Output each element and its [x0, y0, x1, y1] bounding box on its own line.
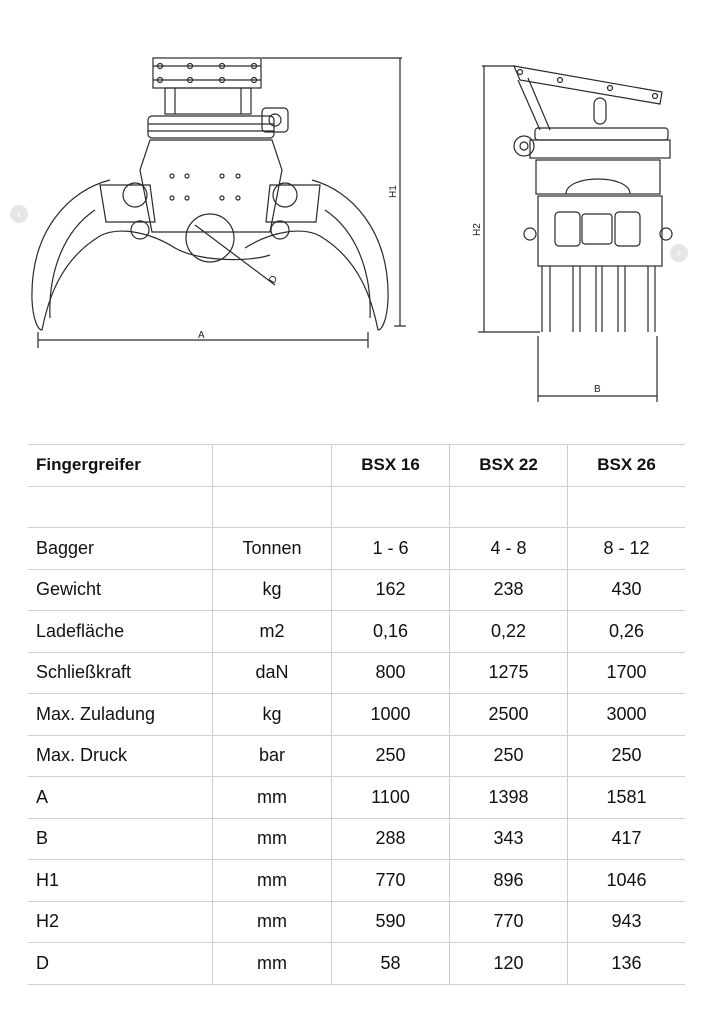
table-header-row	[28, 445, 685, 487]
table-row	[28, 943, 685, 985]
row-unit: mm	[213, 860, 332, 902]
row-unit: mm	[213, 818, 332, 860]
row-label: D	[28, 943, 213, 985]
row-label: Max. Zuladung	[28, 694, 213, 736]
value-bsx26: 250	[568, 735, 686, 777]
value-bsx22: 343	[450, 818, 568, 860]
next-image-button[interactable]	[670, 244, 688, 262]
previous-image-button[interactable]	[10, 205, 28, 223]
row-unit	[213, 486, 332, 528]
row-label: Max. Druck	[28, 735, 213, 777]
chevron-left-icon: ‹	[16, 207, 22, 221]
front-view-drawing	[32, 58, 406, 348]
value-bsx22: 896	[450, 860, 568, 902]
side-view-drawing	[478, 66, 672, 402]
row-label: Schließkraft	[28, 652, 213, 694]
specifications-table	[28, 444, 685, 985]
value-bsx26: 1581	[568, 777, 686, 819]
value-bsx26: 943	[568, 901, 686, 943]
row-unit: mm	[213, 777, 332, 819]
row-label: Bagger	[28, 528, 213, 570]
table-row	[28, 735, 685, 777]
table-row	[28, 694, 685, 736]
row-label	[28, 486, 213, 528]
row-unit: daN	[213, 652, 332, 694]
header-cell-unit	[213, 445, 332, 487]
value-bsx26: 136	[568, 943, 686, 985]
value-bsx22: 2500	[450, 694, 568, 736]
dimension-label-d: D	[267, 273, 281, 286]
value-bsx26: 0,26	[568, 611, 686, 653]
value-bsx16: 288	[332, 818, 450, 860]
chevron-right-icon: ›	[676, 246, 682, 260]
value-bsx16: 800	[332, 652, 450, 694]
row-label: Ladefläche	[28, 611, 213, 653]
table-row	[28, 611, 685, 653]
value-bsx16: 1 - 6	[332, 528, 450, 570]
value-bsx16: 0,16	[332, 611, 450, 653]
value-bsx22: 4 - 8	[450, 528, 568, 570]
technical-drawing	[0, 0, 722, 420]
table-row	[28, 901, 685, 943]
table-row	[28, 486, 685, 528]
value-bsx26: 1700	[568, 652, 686, 694]
dimension-label-h1: H1	[388, 185, 399, 198]
dimension-label-b: B	[594, 384, 601, 395]
row-unit: mm	[213, 901, 332, 943]
value-bsx16: 1000	[332, 694, 450, 736]
value-bsx26: 430	[568, 569, 686, 611]
value-bsx22: 1398	[450, 777, 568, 819]
header-cell-bsx16: BSX 16	[332, 445, 450, 487]
value-bsx26: 3000	[568, 694, 686, 736]
table-row	[28, 777, 685, 819]
dimension-label-h2: H2	[472, 223, 483, 236]
value-bsx26: 1046	[568, 860, 686, 902]
table-row	[28, 528, 685, 570]
table-row	[28, 652, 685, 694]
row-label: B	[28, 818, 213, 860]
value-bsx26	[568, 486, 686, 528]
row-label: Gewicht	[28, 569, 213, 611]
value-bsx22: 0,22	[450, 611, 568, 653]
value-bsx22	[450, 486, 568, 528]
value-bsx26: 8 - 12	[568, 528, 686, 570]
value-bsx16: 162	[332, 569, 450, 611]
header-cell-bsx26: BSX 26	[568, 445, 686, 487]
row-label: H1	[28, 860, 213, 902]
row-unit: kg	[213, 694, 332, 736]
row-unit: m2	[213, 611, 332, 653]
value-bsx26: 417	[568, 818, 686, 860]
header-cell-product: Fingergreifer	[28, 445, 213, 487]
row-unit: kg	[213, 569, 332, 611]
row-unit: mm	[213, 943, 332, 985]
header-cell-bsx22: BSX 22	[450, 445, 568, 487]
value-bsx22: 770	[450, 901, 568, 943]
value-bsx16	[332, 486, 450, 528]
value-bsx16: 1100	[332, 777, 450, 819]
value-bsx22: 120	[450, 943, 568, 985]
dimension-label-a: A	[198, 330, 205, 341]
value-bsx22: 1275	[450, 652, 568, 694]
row-unit: bar	[213, 735, 332, 777]
row-unit: Tonnen	[213, 528, 332, 570]
value-bsx22: 250	[450, 735, 568, 777]
value-bsx22: 238	[450, 569, 568, 611]
value-bsx16: 58	[332, 943, 450, 985]
row-label: A	[28, 777, 213, 819]
value-bsx16: 250	[332, 735, 450, 777]
table-row	[28, 860, 685, 902]
table-row	[28, 818, 685, 860]
value-bsx16: 770	[332, 860, 450, 902]
row-label: H2	[28, 901, 213, 943]
table-row	[28, 569, 685, 611]
value-bsx16: 590	[332, 901, 450, 943]
